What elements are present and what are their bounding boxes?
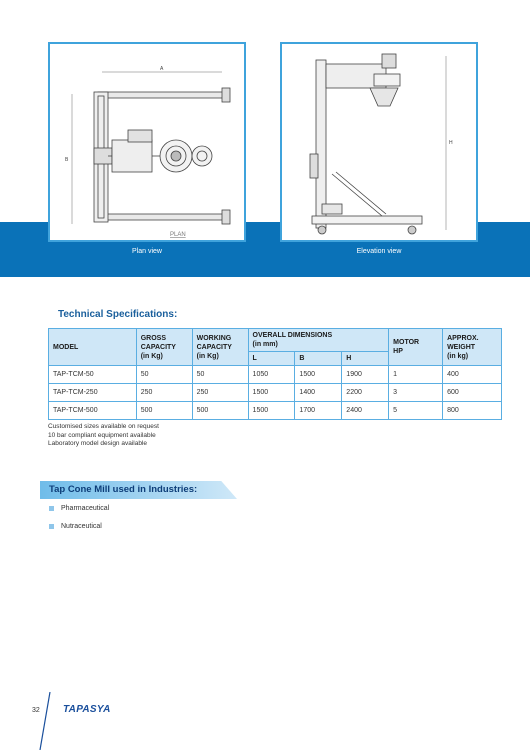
header-working-capacity: WORKING CAPACITY (in Kg) (192, 329, 248, 366)
cell-b: 1500 (295, 366, 342, 384)
dim-b-label: B (65, 157, 69, 163)
header-gross-capacity: GROSS CAPACITY (in Kg) (136, 329, 192, 366)
cell-h: 2400 (342, 402, 389, 420)
cell-working: 50 (192, 366, 248, 384)
cell-b: 1700 (295, 402, 342, 420)
cell-gross: 500 (136, 402, 192, 420)
industry-label: Pharmaceutical (61, 505, 110, 512)
table-row (49, 366, 502, 384)
cell-model: TAP-TCM-50 (49, 366, 137, 384)
spec-title: Technical Specifications: (58, 309, 178, 320)
cell-model: TAP-TCM-500 (49, 402, 137, 420)
cell-working: 500 (192, 402, 248, 420)
dim-a-label: A (160, 66, 164, 72)
header-motor-hp: MOTOR HP (389, 329, 443, 366)
cell-weight: 800 (443, 402, 502, 420)
elevation-view-figure (280, 42, 478, 242)
page-number: 32 (32, 707, 40, 714)
spec-table (48, 328, 502, 420)
header-model: MODEL (49, 329, 137, 366)
cell-l: 1500 (248, 402, 295, 420)
cell-model: TAP-TCM-250 (49, 384, 137, 402)
cell-h: 1900 (342, 366, 389, 384)
cell-motor: 5 (389, 402, 443, 420)
header-b: B (295, 352, 342, 366)
table-row (49, 384, 502, 402)
company-logo: TAPASYA (63, 704, 111, 715)
cell-h: 2200 (342, 384, 389, 402)
plan-view-figure (48, 42, 246, 242)
table-row (49, 402, 502, 420)
note-line: 10 bar compliant equipment available (48, 431, 156, 439)
list-item (49, 505, 109, 512)
cell-l: 1050 (248, 366, 295, 384)
plan-view-caption: Plan view (132, 248, 162, 255)
header-approx-weight: APPROX. WEIGHT (in kg) (443, 329, 502, 366)
industry-label: Nutraceutical (61, 523, 102, 530)
cell-motor: 1 (389, 366, 443, 384)
cell-weight: 400 (443, 366, 502, 384)
note-line: Customised sizes available on request (48, 423, 159, 430)
elevation-view-drawing (282, 44, 476, 240)
list-item (49, 523, 102, 530)
cell-gross: 250 (136, 384, 192, 402)
header-h: H (342, 352, 389, 366)
elevation-view-caption: Elevation view (356, 248, 402, 255)
plan-label: PLAN (170, 232, 186, 238)
note-line: Laboratory model design available (48, 440, 148, 447)
cell-working: 250 (192, 384, 248, 402)
header-overall-dimensions: OVERALL DIMENSIONS (in mm) (248, 329, 389, 352)
cell-weight: 600 (443, 384, 502, 402)
spec-notes (48, 423, 159, 449)
cell-b: 1400 (295, 384, 342, 402)
plan-view-drawing (50, 44, 244, 240)
cell-l: 1500 (248, 384, 295, 402)
footer-slash-divider (38, 692, 52, 750)
cell-motor: 3 (389, 384, 443, 402)
cell-gross: 50 (136, 366, 192, 384)
square-bullet-icon (49, 524, 54, 529)
square-bullet-icon (49, 506, 54, 511)
dim-h-label: H (449, 140, 453, 146)
header-l: L (248, 352, 295, 366)
industries-title: Tap Cone Mill used in Industries: (49, 484, 198, 495)
